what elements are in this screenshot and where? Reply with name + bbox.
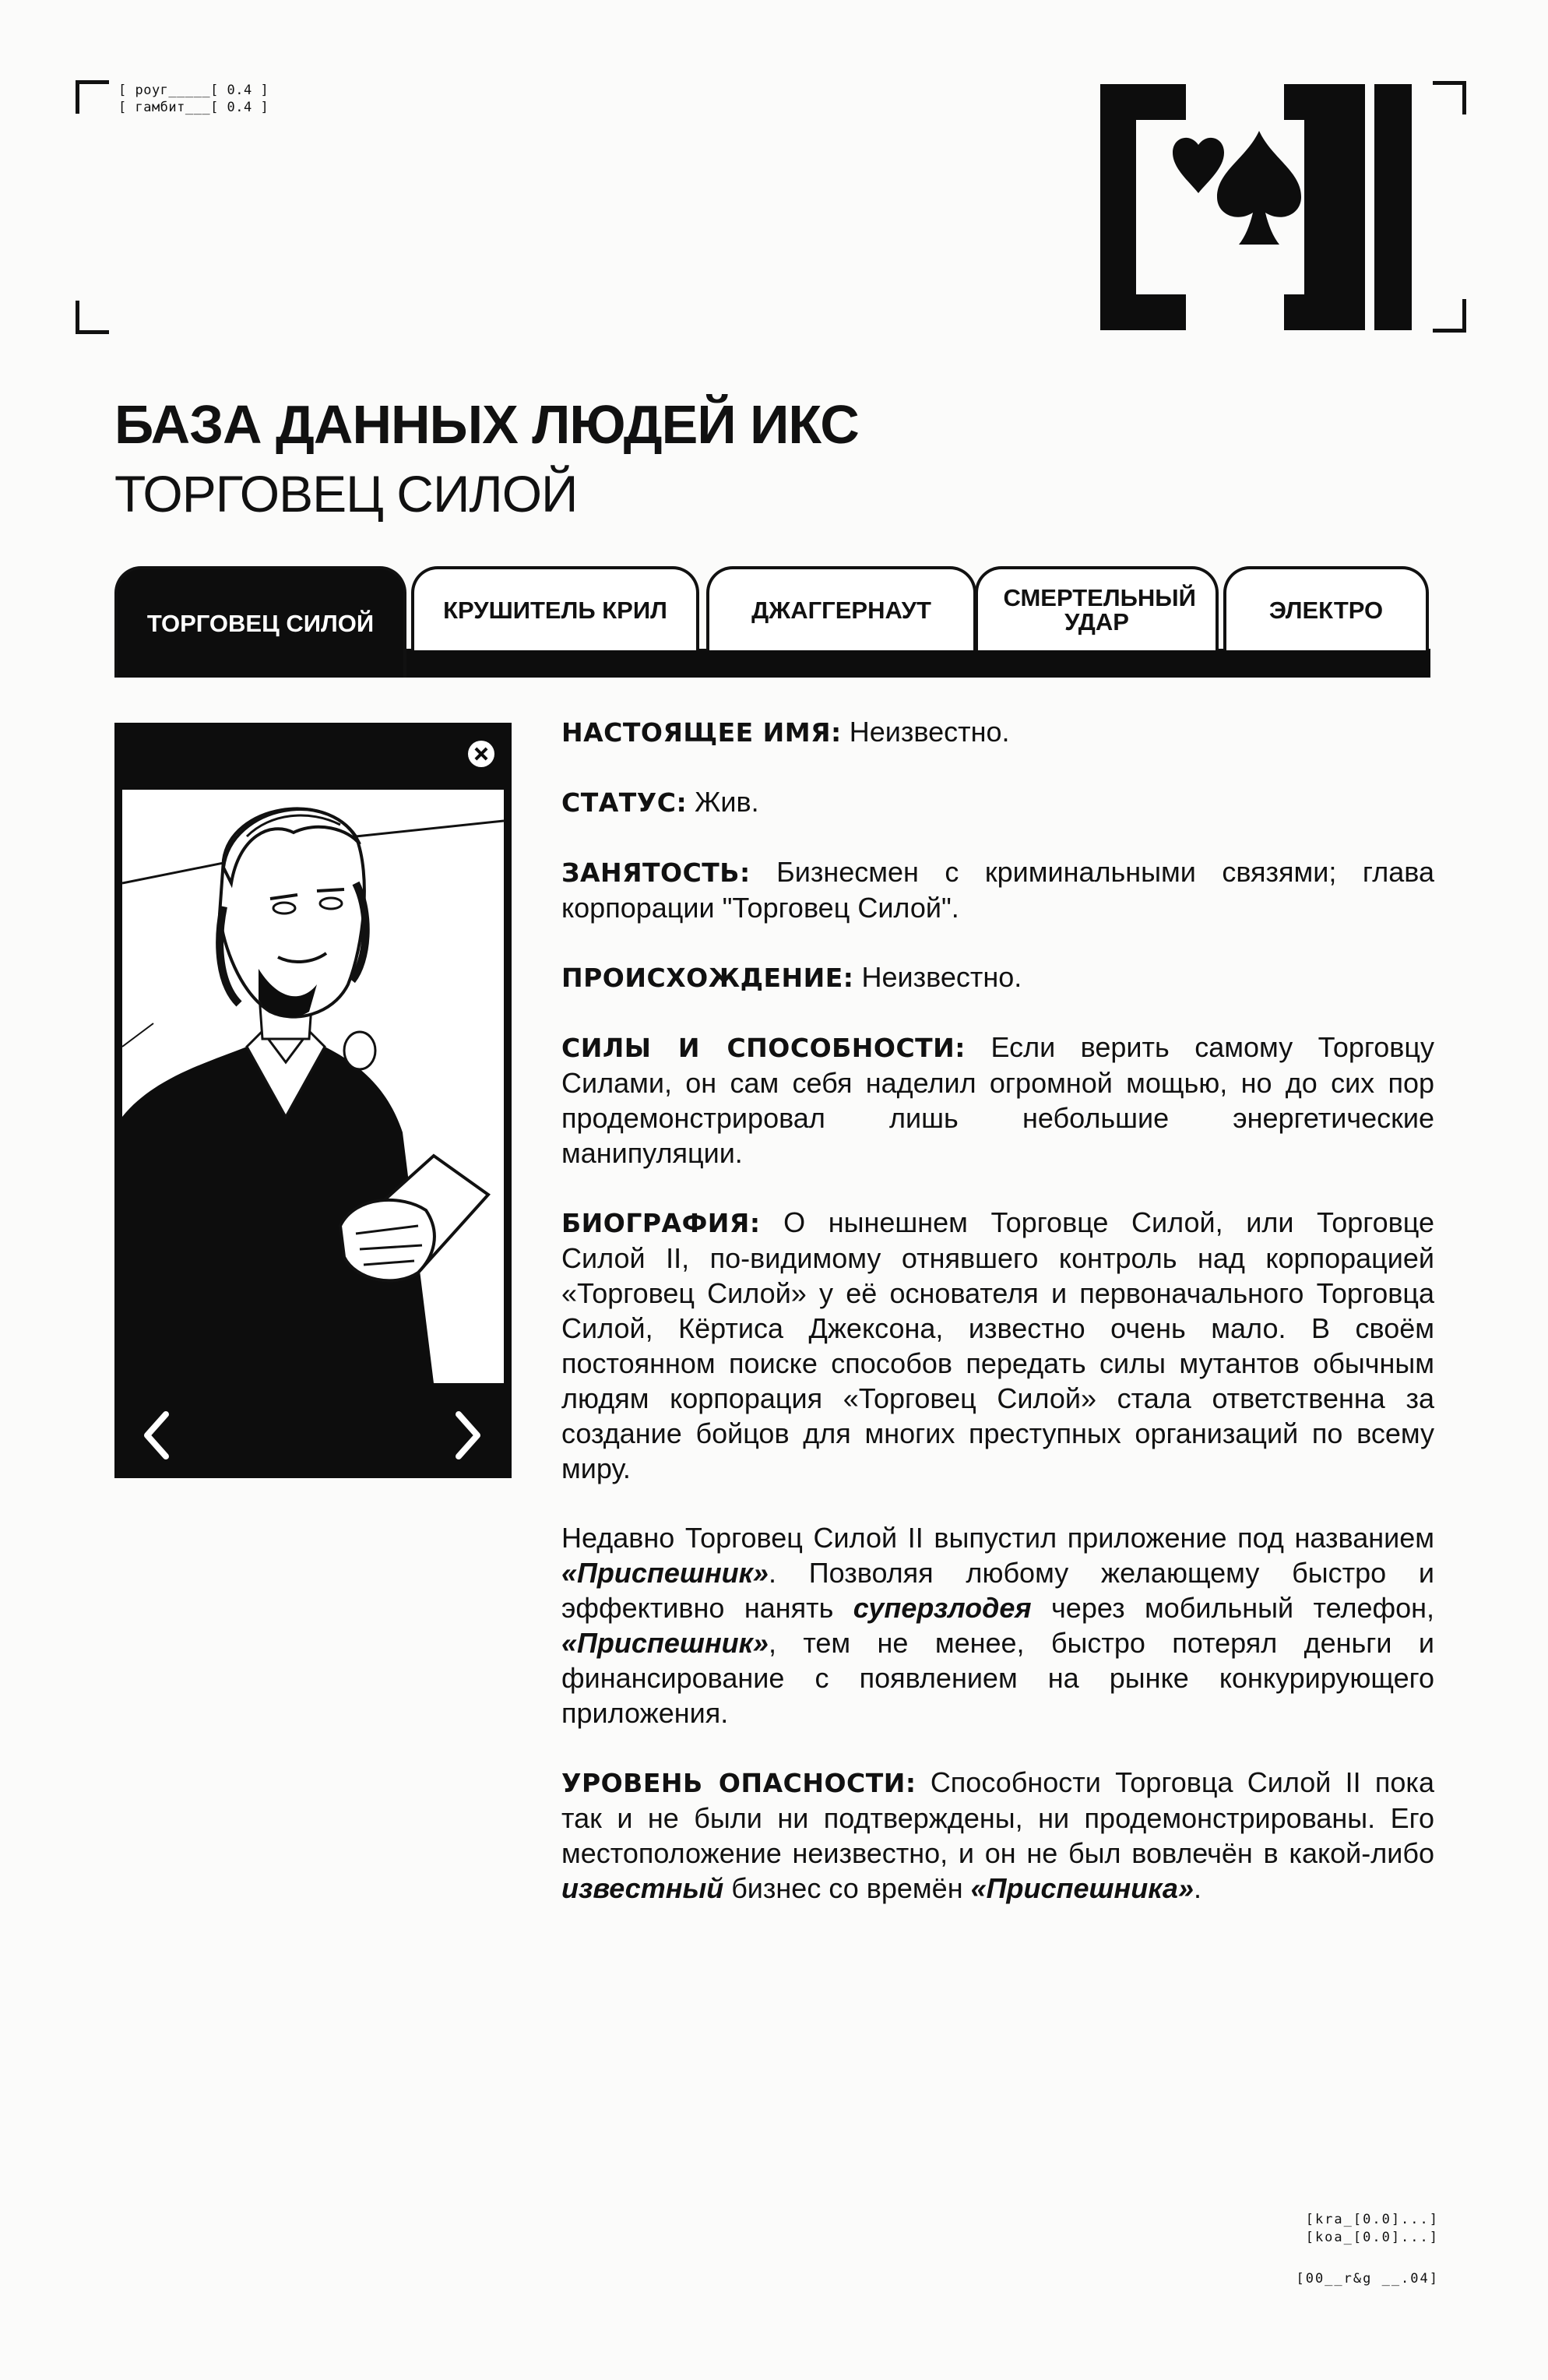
biography-paragraph-2	[561, 1520, 1434, 1730]
bio2-app-name: «Приспешник»	[561, 1627, 769, 1659]
origin-value: Неизвестно.	[861, 961, 1022, 993]
threat-emphasis: известный	[561, 1872, 724, 1904]
bio2-text: , тем не менее, быстро потерял деньги и финансирование с появлением на рынке конкурирующего приложения.	[561, 1627, 1434, 1729]
profile-info	[561, 714, 1434, 1940]
status-label: СТАТУС:	[561, 787, 688, 818]
footer-code-2: [koa_[0.0]...]	[1305, 2230, 1439, 2245]
tab-electro[interactable]	[1223, 566, 1429, 650]
origin-label: ПРОИСХОЖДЕНИЕ:	[561, 963, 854, 993]
real-name-row	[561, 714, 1434, 750]
tab-juggernaut[interactable]	[706, 566, 976, 650]
page-subtitle: ТОРГОВЕЦ СИЛОЙ	[114, 465, 578, 523]
tab-deathstrike[interactable]	[975, 566, 1219, 650]
threat-text: Способности Торговца Силой II пока так и не были ни подтверждены, ни продемонстрированы. Его местоположение неизвестно, и он не был вовлечён в какой-либо	[561, 1766, 1434, 1869]
threat-label: УРОВЕНЬ ОПАСНОСТИ:	[561, 1768, 916, 1798]
bio2-app-name: «Приспешник»	[561, 1557, 769, 1589]
chevron-left-icon[interactable]	[138, 1408, 175, 1463]
footer-page-code: [00__r&g __.04]	[1296, 2271, 1439, 2287]
threat-row	[561, 1765, 1434, 1906]
bio2-emphasis: суперзлодея	[853, 1592, 1032, 1624]
bio2-text: . Позволяя любому желающему быстро и эффективно нанять	[561, 1557, 1434, 1624]
tab-krill-crusher[interactable]	[411, 566, 699, 650]
biography-row	[561, 1205, 1434, 1486]
occupation-label: ЗАНЯТОСТЬ:	[561, 857, 751, 888]
biography-value: О нынешнем Торговце Силой, или Торговце Силой II, по-видимому отнявшего контроль над корпорацией «Торговец Силой» у её основателя и первоначального Торговца Силой, Кёртиса Джексона, известно очень мало. В своём постоянном поиске способов передать силы мутантов обычным людям корпорация «Торговец Силой» стала ответственна за создание бойцов для многих преступных организаций по всему миру.	[561, 1206, 1434, 1484]
status-value: Жив.	[695, 786, 759, 818]
corner-bracket-bottom-left	[76, 301, 109, 334]
tab-power-broker[interactable]	[114, 566, 406, 678]
chevron-right-icon[interactable]	[449, 1408, 487, 1463]
page-title: БАЗА ДАННЫХ ЛЮДЕЙ ИКС	[114, 394, 859, 455]
corner-bracket-top-left	[76, 80, 109, 114]
corner-bracket-top-right	[1433, 81, 1466, 114]
threat-app-name: «Приспешника»	[970, 1872, 1194, 1904]
status-row	[561, 784, 1434, 820]
corner-bracket-bottom-right	[1433, 299, 1466, 333]
hearts-spades-bracket-logo	[1100, 84, 1420, 330]
real-name-label: НАСТОЯЩЕЕ ИМЯ:	[561, 717, 842, 748]
powers-row	[561, 1030, 1434, 1171]
footer-code-1: [kra_[0.0]...]	[1305, 2212, 1439, 2227]
threat-text: .	[1193, 1872, 1201, 1904]
bio2-text: через мобильный телефон,	[1031, 1592, 1434, 1624]
threat-text: бизнес со времён	[723, 1872, 971, 1904]
powers-label: СИЛЫ И СПОСОБНОСТИ:	[561, 1033, 966, 1063]
biography-label: БИОГРАФИЯ:	[561, 1208, 761, 1238]
character-portrait	[122, 790, 504, 1383]
tab-label: СМЕРТЕЛЬНЫЙ УДАР	[1003, 584, 1196, 635]
origin-row	[561, 959, 1434, 995]
image-viewer	[114, 723, 512, 1478]
occupation-row	[561, 854, 1434, 925]
tab-label: КРУШИТЕЛЬ КРИЛ	[443, 596, 667, 624]
tab-label: ТОРГОВЕЦ СИЛОЙ	[146, 610, 375, 637]
close-icon[interactable]	[468, 741, 494, 767]
powers-value: Если верить самому Торговцу Силами, он сам себя наделил огромной мощью, но до сих пор продемонстрировал лишь небольшие энергетические манипуляции.	[561, 1031, 1434, 1169]
real-name-value: Неизвестно.	[849, 716, 1010, 748]
tab-bar	[114, 566, 1430, 678]
header-code-2: [ гамбит___[ 0.4 ]	[118, 100, 269, 115]
tab-label: ЭЛЕКТРО	[1268, 596, 1384, 624]
occupation-value: Бизнесмен с криминальными связями; глава корпорации "Торговец Силой".	[561, 856, 1434, 924]
bio2-text: Недавно Торговец Силой II выпустил приложение под названием	[561, 1522, 1434, 1554]
tab-label: ДЖАГГЕРНАУТ	[751, 596, 931, 624]
header-code-1: [ роуг_____[ 0.4 ]	[118, 83, 269, 98]
